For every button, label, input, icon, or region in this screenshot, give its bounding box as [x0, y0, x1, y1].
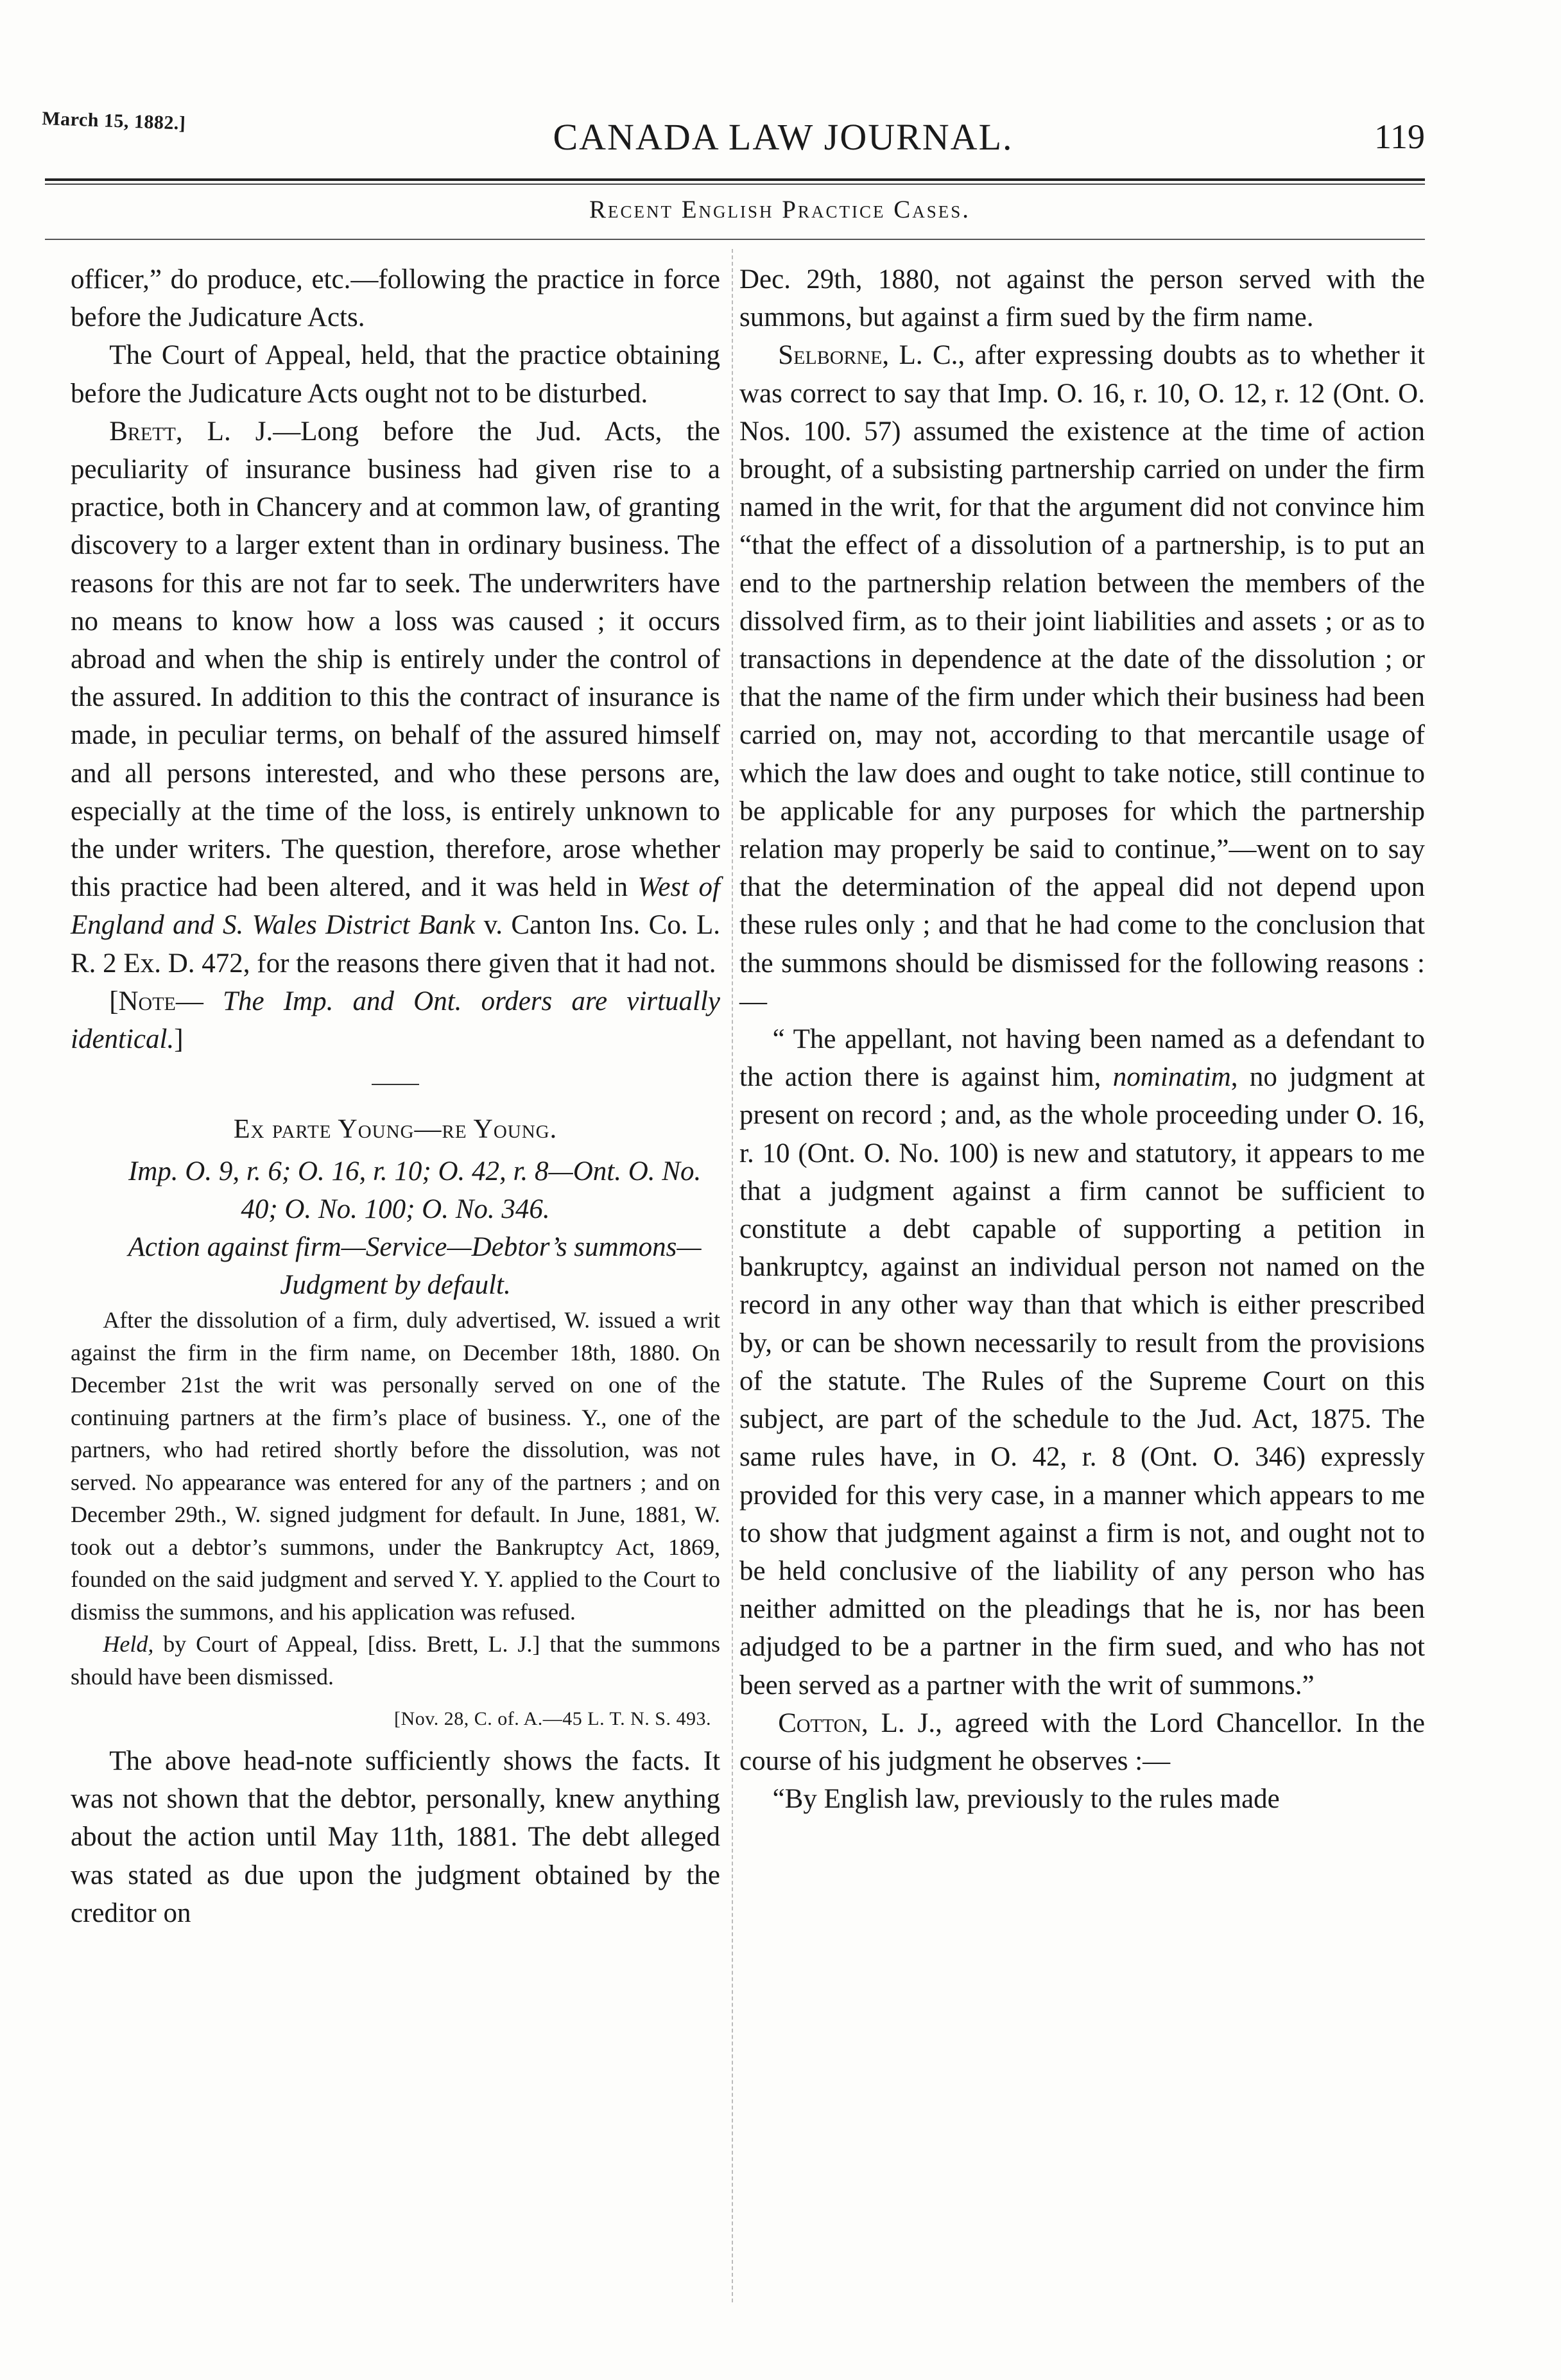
- holding-text: The Court of Appeal, held, that the practice obtaining before the Judicature Acts ought not to be disturbed.: [71, 340, 720, 409]
- case-name: West of England and S. Wales District Bank: [71, 872, 720, 941]
- paragraph-continuation: officer,” do produce, etc.—following the practice in force before the Judicature Acts.: [71, 264, 720, 333]
- judge-name: Brett, L. J.: [109, 416, 273, 447]
- case-citation: Imp. O. 9, r. 6; O. 16, r. 10; O. 42, r. 8—Ont. O. No. 40; O. No. 100; O. No. 346.: [128, 1156, 702, 1225]
- case-separator: [372, 1084, 419, 1085]
- paragraph-holding: [71, 336, 720, 412]
- headnote: [71, 1304, 720, 1736]
- judge-name: Cotton, L. J.: [778, 1708, 936, 1738]
- quote-text-a: “ The appellant, not having been named as a defendant to the action there is against him,: [739, 1024, 1425, 1093]
- left-column: [71, 261, 720, 1932]
- paragraph-selborne: [739, 336, 1425, 1020]
- section-rule: [45, 239, 1425, 240]
- paragraph-final-quote: “By English law, previously to the rules made: [772, 1784, 1280, 1815]
- note-label: [Note—: [109, 986, 203, 1016]
- header-rule: [45, 178, 1425, 181]
- report-reference: [Nov. 28, C. of. A.—45 L. T. N. S. 493.: [394, 1708, 711, 1730]
- brett-text: —Long before the Jud. Acts, the peculiarity of insurance business had given rise to a practice, both in Chancery and at common law, of granting discovery to a larger extent than in ordinary business. The reasons for this are not far to seek. The underwriters have no means to know how a loss was caused ; it occurs abroad and when the ship is entirely under the control of the assured. In addition to this the contract of insurance is made, in peculiar terms, on behalf of the assured himself and all persons interested, and who these persons are, especially at the time of the loss, is entirely unknown to the under writers. The question, therefore, arose whether this practice had been altered, and it was held in: [71, 416, 720, 903]
- headnote-facts: After the dissolution of a firm, duly advertised, W. issued a writ against the firm in the firm name, on December 18th, 1880. On December 21st the writ was personally served on one of the continuing partners at the firm’s place of business. Y., one of the partners, who had retired shortly before the dissolution, was not served. No appearance was entered for any of the partners ; and on December 29th., W. signed judgment for default. In June, 1881, W. took out a debtor’s summons, under the Bankruptcy Act, 1869, founded on the said judgment and served Y. Y. applied to the Court to dismiss the summons, and his application was refused.: [71, 1307, 720, 1625]
- issue-date: March 15, 1882.]: [41, 108, 186, 134]
- paragraph-facts: The above head-note sufficiently shows the facts. It was not shown that the debtor, personally, knew anything about the action until May 11th, 1881. The debt alleged was stated as due upon the judgment obtained by the creditor on: [71, 1745, 720, 1928]
- held-text: by Court of Appeal, [diss. Brett, L. J.] that the summons should have been dismissed.: [71, 1631, 720, 1690]
- paragraph-quotation: [739, 1020, 1425, 1704]
- quote-latin: nominatim: [1112, 1062, 1231, 1093]
- section-title: Recent English Practice Cases.: [589, 196, 971, 223]
- header-rule-thin: [45, 184, 1425, 185]
- right-column: [739, 261, 1425, 1818]
- note-close: ]: [174, 1024, 184, 1055]
- brett-tail: v. Canton Ins. Co. L. R. 2 Ex. D. 472, for the reasons there given that it had not.: [71, 910, 720, 979]
- editor-note: [71, 982, 720, 1058]
- selborne-text: , after expressing doubts as to whether it was correct to say that Imp. O. 16, r. 10, O. 12, r. 12 (Ont. O. Nos. 100. 57) assumed the existence at the time of action brought, of a subsisting partnership carried on under the firm named in the writ, for that the argument did not convince him “that the effect of a dissolution of a partnership, is to put an end to the partnership relation between the members of the dissolved firm, as to their joint liabilities and assets ; or as to transactions in dependence at the date of the dissolution ; or that the name of the firm under which their business had been carried on, may not, according to that mercantile usage of which the law does and ought to take notice, still continue to be applicable for any purposes for which the partnership relation may properly be said to continue,”—went on to say that the determination of the appeal did not depend upon these rules only ; and that he had come to the conclusion that the summons should be dismissed for the following reasons :—: [739, 340, 1425, 1016]
- paragraph-continuation-right: Dec. 29th, 1880, not against the person served with the summons, but against a firm sued by the firm name.: [739, 264, 1425, 333]
- paragraph-brett: [71, 413, 720, 982]
- note-text: The Imp. and Ont. orders are virtually identical.: [71, 986, 720, 1055]
- judge-name: Selborne, L. C.: [778, 340, 958, 371]
- quote-text-b: , no judgment at present on record ; and, as the whole proceeding under O. 16, r. 10 (Ont. O. No. 100) is new and statutory, it appears to me that a judgment against a firm cannot be sufficient to constitute a debt capable of supporting a petition in bankruptcy, against an individual person not named on the record in any other way than that which is either prescribed by, or can be shown necessarily to result from the provisions of the statute. The Rules of the Supreme Court on this subject, are part of the schedule to the Jud. Act, 1875. The same rules have, in O. 42, r. 8 (Ont. O. 346) expressly provided for this very case, in a manner which appears to me to show that judgment against a firm is not, and ought not to be held conclusive of the liability of any person who has neither admitted on the pleadings that he is, nor has been adjudged to be a partner in the firm sued, and who has not been served as a partner with the writ of summons.”: [739, 1062, 1425, 1700]
- case-subject: Action against firm—Service—Debtor’s summons—Judgment by default.: [128, 1232, 702, 1301]
- journal-title: CANADA LAW JOURNAL.: [553, 116, 1013, 158]
- held-label: Held,: [103, 1631, 154, 1657]
- cotton-text: , agreed with the Lord Chancellor. In the course of his judgment he observes :—: [739, 1708, 1425, 1776]
- headnote-held: [71, 1628, 720, 1693]
- column-divider: [732, 249, 733, 2302]
- paragraph-cotton: [739, 1704, 1425, 1780]
- page-number: 119: [1374, 117, 1425, 156]
- case-title: Ex parte Young—re Young.: [233, 1115, 558, 1145]
